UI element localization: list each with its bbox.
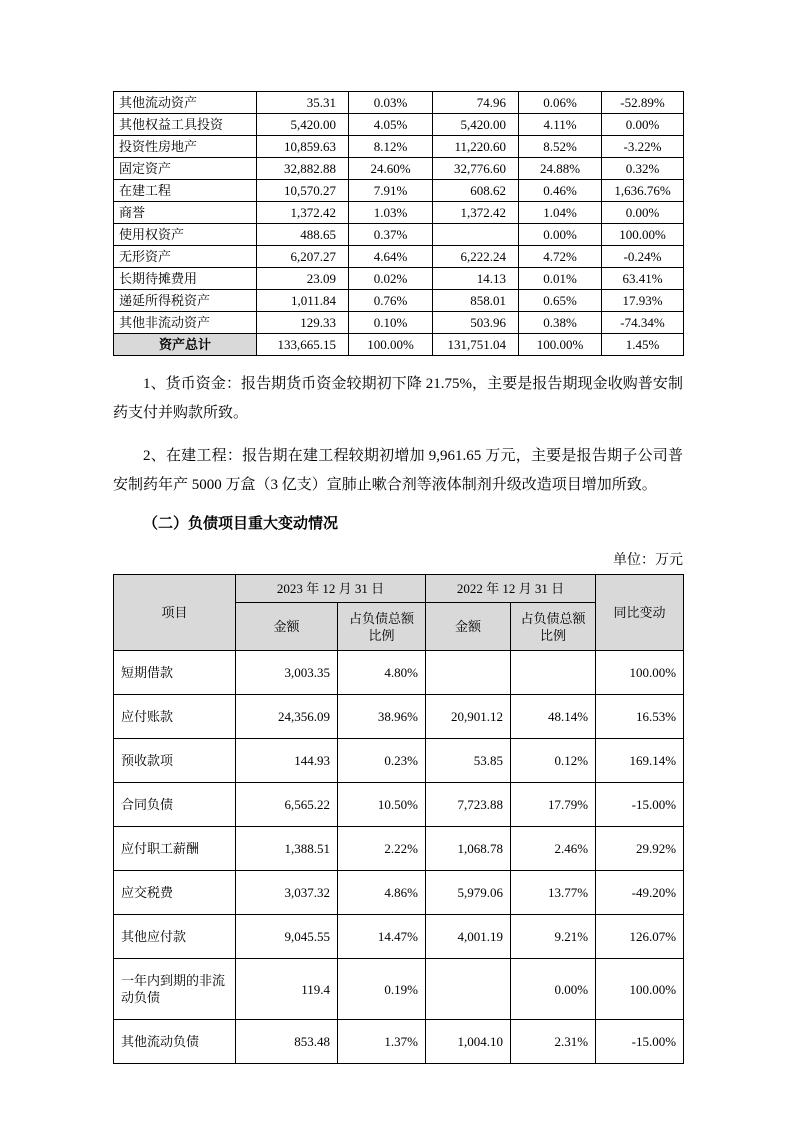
note-paragraph-1: 1、货币资金：报告期货币资金较期初下降 21.75%，主要是报告期现金收购普安制药支付并购款所致。 <box>113 376 683 421</box>
liability-amount-2022: 1,004.10 <box>426 1020 511 1064</box>
asset-table-body <box>114 92 684 356</box>
liability-yoy-change: 126.07% <box>596 915 684 959</box>
liability-ratio-2022: 0.12% <box>511 739 596 783</box>
liability-amount-2022: 4,001.19 <box>426 915 511 959</box>
asset-total-ratio-2023: 100.00% <box>349 334 433 356</box>
asset-ratio-2022: 8.52% <box>519 136 602 158</box>
liability-ratio-2023: 10.50% <box>338 783 426 827</box>
asset-item-label: 投资性房地产 <box>114 136 257 158</box>
asset-table-row <box>114 224 684 246</box>
asset-ratio-2022: 24.88% <box>519 158 602 180</box>
liability-amount-2022 <box>426 651 511 695</box>
liability-amount-2023: 9,045.55 <box>236 915 338 959</box>
asset-yoy-change: 0.32% <box>602 158 684 180</box>
liability-header-yoy: 同比变动 <box>596 575 684 651</box>
asset-ratio-2023: 1.03% <box>349 202 433 224</box>
liability-yoy-change: -15.00% <box>596 1020 684 1064</box>
asset-amount-2022: 6,222.24 <box>433 246 519 268</box>
asset-ratio-2022: 0.01% <box>519 268 602 290</box>
asset-yoy-change: 0.00% <box>602 114 684 136</box>
liability-yoy-change: -49.20% <box>596 871 684 915</box>
asset-item-label: 其他非流动资产 <box>114 312 257 334</box>
liability-item-label: 合同负债 <box>114 783 236 827</box>
liability-item-label: 应付账款 <box>114 695 236 739</box>
asset-yoy-change: 0.00% <box>602 202 684 224</box>
asset-yoy-change: -0.24% <box>602 246 684 268</box>
asset-item-label: 递延所得税资产 <box>114 290 257 312</box>
asset-ratio-2022: 0.65% <box>519 290 602 312</box>
liability-ratio-2023: 14.47% <box>338 915 426 959</box>
asset-item-label: 其他权益工具投资 <box>114 114 257 136</box>
asset-amount-2023: 10,570.27 <box>257 180 349 202</box>
asset-total-amount-2022: 131,751.04 <box>433 334 519 356</box>
asset-ratio-2023: 0.10% <box>349 312 433 334</box>
liability-amount-2022: 53.85 <box>426 739 511 783</box>
asset-total-label: 资产总计 <box>114 334 257 356</box>
asset-table-row <box>114 114 684 136</box>
asset-amount-2022: 74.96 <box>433 92 519 114</box>
asset-table-row <box>114 136 684 158</box>
liability-ratio-2023: 2.22% <box>338 827 426 871</box>
liability-ratio-2022: 17.79% <box>511 783 596 827</box>
liability-table-row <box>114 1020 684 1064</box>
asset-table-row <box>114 312 684 334</box>
asset-yoy-change: 1,636.76% <box>602 180 684 202</box>
liability-amount-2023: 853.48 <box>236 1020 338 1064</box>
liability-yoy-change: 100.00% <box>596 651 684 695</box>
liability-yoy-change: 100.00% <box>596 959 684 1020</box>
liability-table-row <box>114 959 684 1020</box>
asset-table-row <box>114 268 684 290</box>
asset-item-label: 固定资产 <box>114 158 257 180</box>
asset-amount-2023: 5,420.00 <box>257 114 349 136</box>
asset-amount-2022: 608.62 <box>433 180 519 202</box>
liability-table-row <box>114 915 684 959</box>
liability-item-label: 应交税费 <box>114 871 236 915</box>
asset-amount-2022: 11,220.60 <box>433 136 519 158</box>
asset-table-row <box>114 290 684 312</box>
liability-amount-2023: 1,388.51 <box>236 827 338 871</box>
asset-amount-2022: 32,776.60 <box>433 158 519 180</box>
liability-ratio-2022: 13.77% <box>511 871 596 915</box>
asset-total-ratio-2022: 100.00% <box>519 334 602 356</box>
asset-amount-2023: 35.31 <box>257 92 349 114</box>
liability-header-row-periods <box>114 575 684 603</box>
liability-amount-2022 <box>426 959 511 1020</box>
asset-amount-2022 <box>433 224 519 246</box>
liability-table-row <box>114 739 684 783</box>
asset-table <box>113 91 684 356</box>
asset-total-amount-2023: 133,665.15 <box>257 334 349 356</box>
asset-ratio-2023: 8.12% <box>349 136 433 158</box>
asset-amount-2022: 1,372.42 <box>433 202 519 224</box>
liability-ratio-2023: 4.80% <box>338 651 426 695</box>
liability-header-amount-2022: 金额 <box>426 603 511 651</box>
asset-ratio-2023: 24.60% <box>349 158 433 180</box>
asset-ratio-2022: 0.38% <box>519 312 602 334</box>
liability-amount-2022: 7,723.88 <box>426 783 511 827</box>
liability-amount-2022: 20,901.12 <box>426 695 511 739</box>
asset-item-label: 其他流动资产 <box>114 92 257 114</box>
liability-header-period-2022: 2022 年 12 月 31 日 <box>426 575 596 603</box>
asset-amount-2022: 858.01 <box>433 290 519 312</box>
asset-ratio-2022: 4.11% <box>519 114 602 136</box>
asset-ratio-2023: 0.03% <box>349 92 433 114</box>
asset-table-row <box>114 158 684 180</box>
liability-header-ratio-2022: 占负债总额比例 <box>511 603 596 651</box>
asset-item-label: 长期待摊费用 <box>114 268 257 290</box>
asset-yoy-change: -52.89% <box>602 92 684 114</box>
asset-item-label: 使用权资产 <box>114 224 257 246</box>
liability-amount-2023: 119.4 <box>236 959 338 1020</box>
asset-ratio-2023: 0.02% <box>349 268 433 290</box>
liability-ratio-2022: 48.14% <box>511 695 596 739</box>
liability-amount-2023: 6,565.22 <box>236 783 338 827</box>
liability-ratio-2023: 0.19% <box>338 959 426 1020</box>
liability-yoy-change: -15.00% <box>596 783 684 827</box>
asset-ratio-2022: 4.72% <box>519 246 602 268</box>
liability-table-row <box>114 827 684 871</box>
liability-table-header <box>114 575 684 651</box>
unit-label: 单位：万元 <box>613 553 683 568</box>
liability-amount-2022: 1,068.78 <box>426 827 511 871</box>
asset-ratio-2023: 0.76% <box>349 290 433 312</box>
liability-table-row <box>114 695 684 739</box>
asset-item-label: 在建工程 <box>114 180 257 202</box>
liability-header-amount-2023: 金额 <box>236 603 338 651</box>
liability-ratio-2023: 38.96% <box>338 695 426 739</box>
liability-table-body <box>114 651 684 1064</box>
asset-amount-2023: 129.33 <box>257 312 349 334</box>
asset-table-row <box>114 180 684 202</box>
asset-item-label: 商誉 <box>114 202 257 224</box>
liability-ratio-2022: 0.00% <box>511 959 596 1020</box>
liability-item-label: 预收款项 <box>114 739 236 783</box>
liability-amount-2022: 5,979.06 <box>426 871 511 915</box>
asset-yoy-change: 63.41% <box>602 268 684 290</box>
asset-table-row <box>114 92 684 114</box>
liability-table <box>113 574 684 1064</box>
liability-amount-2023: 3,003.35 <box>236 651 338 695</box>
asset-ratio-2023: 0.37% <box>349 224 433 246</box>
liability-ratio-2022: 2.46% <box>511 827 596 871</box>
asset-amount-2022: 503.96 <box>433 312 519 334</box>
liability-item-label: 一年内到期的非流动负债 <box>114 959 236 1020</box>
liability-ratio-2023: 1.37% <box>338 1020 426 1064</box>
liability-header-period-2023: 2023 年 12 月 31 日 <box>236 575 426 603</box>
note-paragraph-2: 2、在建工程：报告期在建工程较期初增加 9,961.65 万元，主要是报告期子公司普安制药年产 5000 万盒（3 亿支）宣肺止嗽合剂等液体制剂升级改造项目增加所致。 <box>113 448 683 493</box>
liability-ratio-2023: 0.23% <box>338 739 426 783</box>
liability-table-row <box>114 651 684 695</box>
liability-yoy-change: 16.53% <box>596 695 684 739</box>
liability-item-label: 其他应付款 <box>114 915 236 959</box>
section-heading: （二）负债项目重大变动情况 <box>143 516 339 532</box>
asset-amount-2023: 6,207.27 <box>257 246 349 268</box>
asset-ratio-2022: 0.46% <box>519 180 602 202</box>
asset-amount-2023: 10,859.63 <box>257 136 349 158</box>
asset-total-yoy-change: 1.45% <box>602 334 684 356</box>
asset-yoy-change: -3.22% <box>602 136 684 158</box>
asset-item-label: 无形资产 <box>114 246 257 268</box>
liability-header-ratio-2023: 占负债总额比例 <box>338 603 426 651</box>
asset-ratio-2022: 0.06% <box>519 92 602 114</box>
liability-item-label: 短期借款 <box>114 651 236 695</box>
liability-ratio-2023: 4.86% <box>338 871 426 915</box>
liability-table-row <box>114 871 684 915</box>
liability-yoy-change: 29.92% <box>596 827 684 871</box>
asset-amount-2023: 23.09 <box>257 268 349 290</box>
asset-ratio-2022: 1.04% <box>519 202 602 224</box>
liability-item-label: 其他流动负债 <box>114 1020 236 1064</box>
liability-table-row <box>114 783 684 827</box>
asset-table-row <box>114 246 684 268</box>
liability-yoy-change: 169.14% <box>596 739 684 783</box>
liability-ratio-2022: 9.21% <box>511 915 596 959</box>
asset-amount-2022: 5,420.00 <box>433 114 519 136</box>
asset-ratio-2023: 7.91% <box>349 180 433 202</box>
asset-amount-2022: 14.13 <box>433 268 519 290</box>
asset-ratio-2022: 0.00% <box>519 224 602 246</box>
asset-yoy-change: -74.34% <box>602 312 684 334</box>
asset-yoy-change: 100.00% <box>602 224 684 246</box>
liability-amount-2023: 3,037.32 <box>236 871 338 915</box>
asset-amount-2023: 1,011.84 <box>257 290 349 312</box>
asset-yoy-change: 17.93% <box>602 290 684 312</box>
asset-total-row <box>114 334 684 356</box>
asset-amount-2023: 488.65 <box>257 224 349 246</box>
liability-amount-2023: 24,356.09 <box>236 695 338 739</box>
liability-item-label: 应付职工薪酬 <box>114 827 236 871</box>
asset-table-row <box>114 202 684 224</box>
liability-header-item: 项目 <box>114 575 236 651</box>
asset-ratio-2023: 4.64% <box>349 246 433 268</box>
asset-amount-2023: 1,372.42 <box>257 202 349 224</box>
liability-amount-2023: 144.93 <box>236 739 338 783</box>
liability-ratio-2022: 2.31% <box>511 1020 596 1064</box>
liability-ratio-2022 <box>511 651 596 695</box>
asset-ratio-2023: 4.05% <box>349 114 433 136</box>
asset-amount-2023: 32,882.88 <box>257 158 349 180</box>
